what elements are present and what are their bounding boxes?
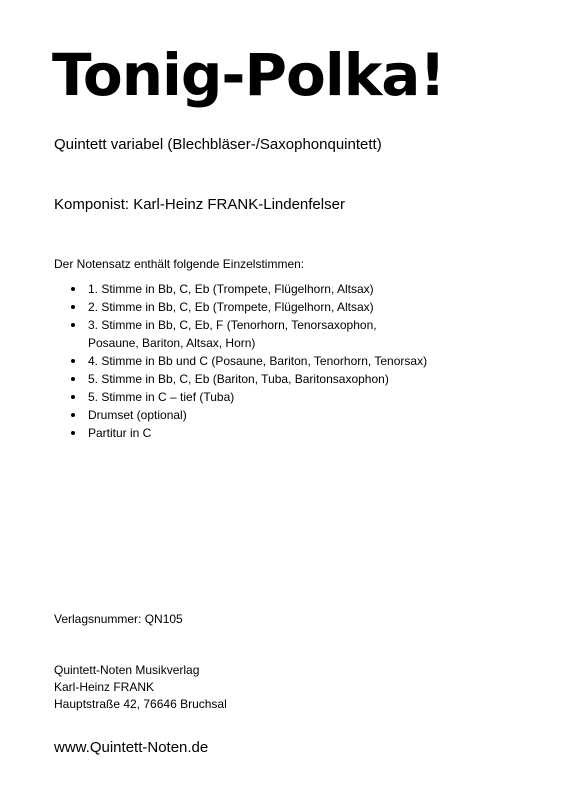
list-item: 5. Stimme in C – tief (Tuba): [54, 388, 427, 406]
list-item: 5. Stimme in Bb, C, Eb (Bariton, Tuba, Baritonsaxophon): [54, 370, 427, 388]
list-item: Partitur in C: [54, 424, 427, 442]
subtitle: Quintett variabel (Blechbläser-/Saxophonquintett): [54, 136, 382, 153]
website-link[interactable]: www.Quintett-Noten.de: [54, 739, 209, 756]
contents-intro: Der Notensatz enthält folgende Einzelstimmen:: [54, 257, 305, 271]
page-title: Tonig-Polka!: [52, 41, 445, 109]
parts-list: [54, 280, 427, 442]
list-item: 4. Stimme in Bb und C (Posaune, Bariton, Tenorhorn, Tenorsax): [54, 352, 427, 370]
list-item: Drumset (optional): [54, 406, 427, 424]
list-item: 2. Stimme in Bb, C, Eb (Trompete, Flügelhorn, Altsax): [54, 298, 427, 316]
list-item: 1. Stimme in Bb, C, Eb (Trompete, Flügelhorn, Altsax): [54, 280, 427, 298]
composer-line: Komponist: Karl-Heinz FRANK-Lindenfelser: [54, 196, 345, 213]
publisher-block: [54, 662, 227, 713]
publisher-address: Hauptstraße 42, 76646 Bruchsal: [54, 697, 227, 711]
publisher-number: Verlagsnummer: QN105: [54, 612, 183, 626]
publisher-name: Quintett-Noten Musikverlag: [54, 663, 200, 677]
list-item: 3. Stimme in Bb, C, Eb, F (Tenorhorn, Tenorsaxophon, Posaune, Bariton, Altsax, Horn): [54, 316, 427, 352]
publisher-owner: Karl-Heinz FRANK: [54, 680, 155, 694]
